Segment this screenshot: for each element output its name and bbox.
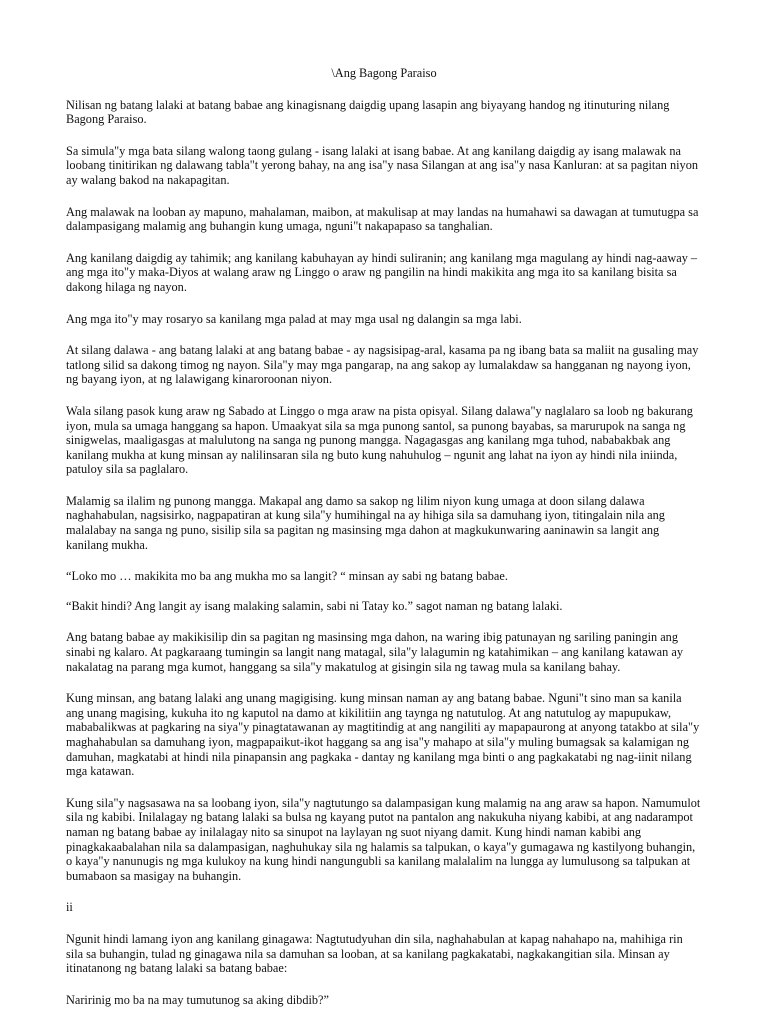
paragraph-8: Malamig sa ilalim ng punong mangga. Makapal ang damo sa sakop ng lilim niyon kung umaga at doon silang dalawa naghahabulan, nagsisirko, nagpapatiran at kung sila"y humihingal na ay hihiga sila sa damuhang iyon, titingalain nila ang malalabay na sanga ng puno, sisilip sila sa pagitan ng masinsing mga dahon at magkukunwaring aaninawin sa langit ang kanilang mukha.	[66, 493, 665, 552]
paragraph-13: Kung sila"y nagsasawa na sa loobang iyon, sila"y nagtutungo sa dalampasigan kung malamig na ang araw sa hapon. Namumulot sila ng kabibi. Inilalagay ng batang lalaki sa bulsa ng kayang putot na pantalon ang nakukuha niyang kabibi, at ang nadarampot naman ng batang babae ay inilalagay nito sa sinupot na laylayan ng suot niyang damit. Kung hindi naman kabibi ang pinagkakaabalahan nila sa dalampasigan, naghuhukay sila ng halamis sa talpukan, o kaya"y gumagawa ng kastilyong buhangin, o kaya"y nanunugis ng mga kulukoy na kung hindi nangungubli sa kanilang malalalim na lungga ay lumulusong sa talpukan at bumabaon sa masigay na buhangin.	[66, 795, 701, 883]
paragraph-14: Ngunit hindi lamang iyon ang kanilang ginagawa: Nagtutudyuhan din sila, naghahabulan at kapag nahahapo na, mahihiga rin sila sa buhangin, tulad ng ginagawa nila sa damuhan sa looban, at sa kanilang pagkakatabi, nagkakangitian sila. Minsan ay itinatanong ng batang lalaki sa batang babae:	[66, 931, 683, 976]
paragraph-5: Ang mga ito"y may rosaryo sa kanilang mga palad at may mga usal ng dalangin sa mga labi.	[66, 311, 522, 326]
paragraph-15: Naririnig mo ba na may tumutunog sa aking dibdib?”	[66, 992, 329, 1007]
paragraph-10: “Bakit hindi? Ang langit ay isang malaking salamin, sabi ni Tatay ko.” sagot naman ng batang lalaki.	[66, 598, 563, 613]
paragraph-7: Wala silang pasok kung araw ng Sabado at Linggo o mga araw na pista opisyal. Silang dalawa"y naglalaro sa loob ng bakurang iyon, mula sa umaga hanggang sa hapon. Umaakyat sila sa mga punong santol, sa punong bayabas, sa marurupok na sanga ng sinigwelas, maaligasgas at malulutong na sanga ng punong mangga. Nagagasgas ang kanilang mga tuhod, nababakbak ang kanilang mukha at kung minsan ay nalilinsaran sila ng buto kung nahuhulog – ngunit ang lahat na iyon ay hindi nila iniinda, patuloy sila sa paglalaro.	[66, 403, 693, 477]
paragraph-1: Nilisan ng batang lalaki at batang babae ang kinagisnang daigdig upang lasapin ang biyayang handog ng itinuturing nilang Bagong Paraiso.	[66, 97, 670, 127]
document-title: \Ang Bagong Paraiso	[331, 66, 437, 80]
paragraph-12: Kung minsan, ang batang lalaki ang unang magigising. kung minsan naman ay ang batang babae. Nguni"t sino man sa kanila ang unang magising, kukuha ito ng kaputol na damo at kikilitiin ang taynga ng natutulog. At ang natutulog ay mapupukaw, mababalikwas at pagkaring na siya"y pinagtatawanan ay magtitindig at ang nangiliti ay mapapaurong at anyong tatakbo at sila"y maghahabulan sa damuhang iyon, magpapaikut-ikot haggang sa ang isa"y mahapo at sila"y muling bumagsak sa kalamigan ng damuhan, magkatabi at hindi nila pinapansin ang pagkaka - dantay ng kanilang mga binti o ang pagkakatabi ng nag-iinit nilang mga katawan.	[66, 691, 700, 779]
paragraph-9: “Loko mo … makikita mo ba ang mukha mo sa langit? “ minsan ay sabi ng batang babae.	[66, 569, 508, 584]
section-number: ii	[66, 900, 73, 915]
paragraph-2: Sa simula"y mga bata silang walong taong gulang - isang lalaki at isang babae. At ang kanilang daigdig ay isang malawak na loobang tinitirikan ng dalawang tabla"t yerong bahay, na ang isa"y nasa Silangan at ang isa"y nasa Kanluran: at sa pagitan niyon ay walang bakod na nakapagitan.	[66, 143, 698, 187]
paragraph-3: Ang malawak na looban ay mapuno, mahalaman, maibon, at makulisap at may landas na humahawi sa dawagan at tumutugpa sa dalampasigang malamig ang buhangin kung umaga, nguni"t nakapapaso sa tanghalian.	[66, 204, 699, 234]
document-page	[66, 66, 702, 1024]
paragraph-6: At silang dalawa - ang batang lalaki at ang batang babae - ay nagsisipag-aral, kasama pa ng ibang bata sa maliit na gusaling may tatlong silid sa dakong timog ng nayon. Sila"y may mga pangarap, na ang sakop ay lumalakdaw sa hangganan ng nayong iyon, ng bayang iyon, at ng lalawigang kinaroroonan niyon.	[66, 343, 699, 387]
paragraph-11: Ang batang babae ay makikisilip din sa pagitan ng masinsing mga dahon, na waring ibig patunayan ng sariling paningin ang sinabi ng kalaro. At pagkaraang tumingin sa langit nang matagal, sila"y lalagumin ng katahimikan – ang kanilang katawan ay nakalatag na parang mga kumot, hanggang sa sila"y makatulog at gisingin sila ng tawag mula sa kanilang bahay.	[66, 630, 683, 674]
paragraph-4: Ang kanilang daigdig ay tahimik; ang kanilang kabuhayan ay hindi suliranin; ang kanilang mga magulang ay hindi nag-aaway – ang mga ito"y maka-Diyos at walang araw ng Linggo o araw ng pangilin na hindi makikita ang mga ito sa kanilang bisita sa dakong hilaga ng nayon.	[66, 250, 698, 294]
